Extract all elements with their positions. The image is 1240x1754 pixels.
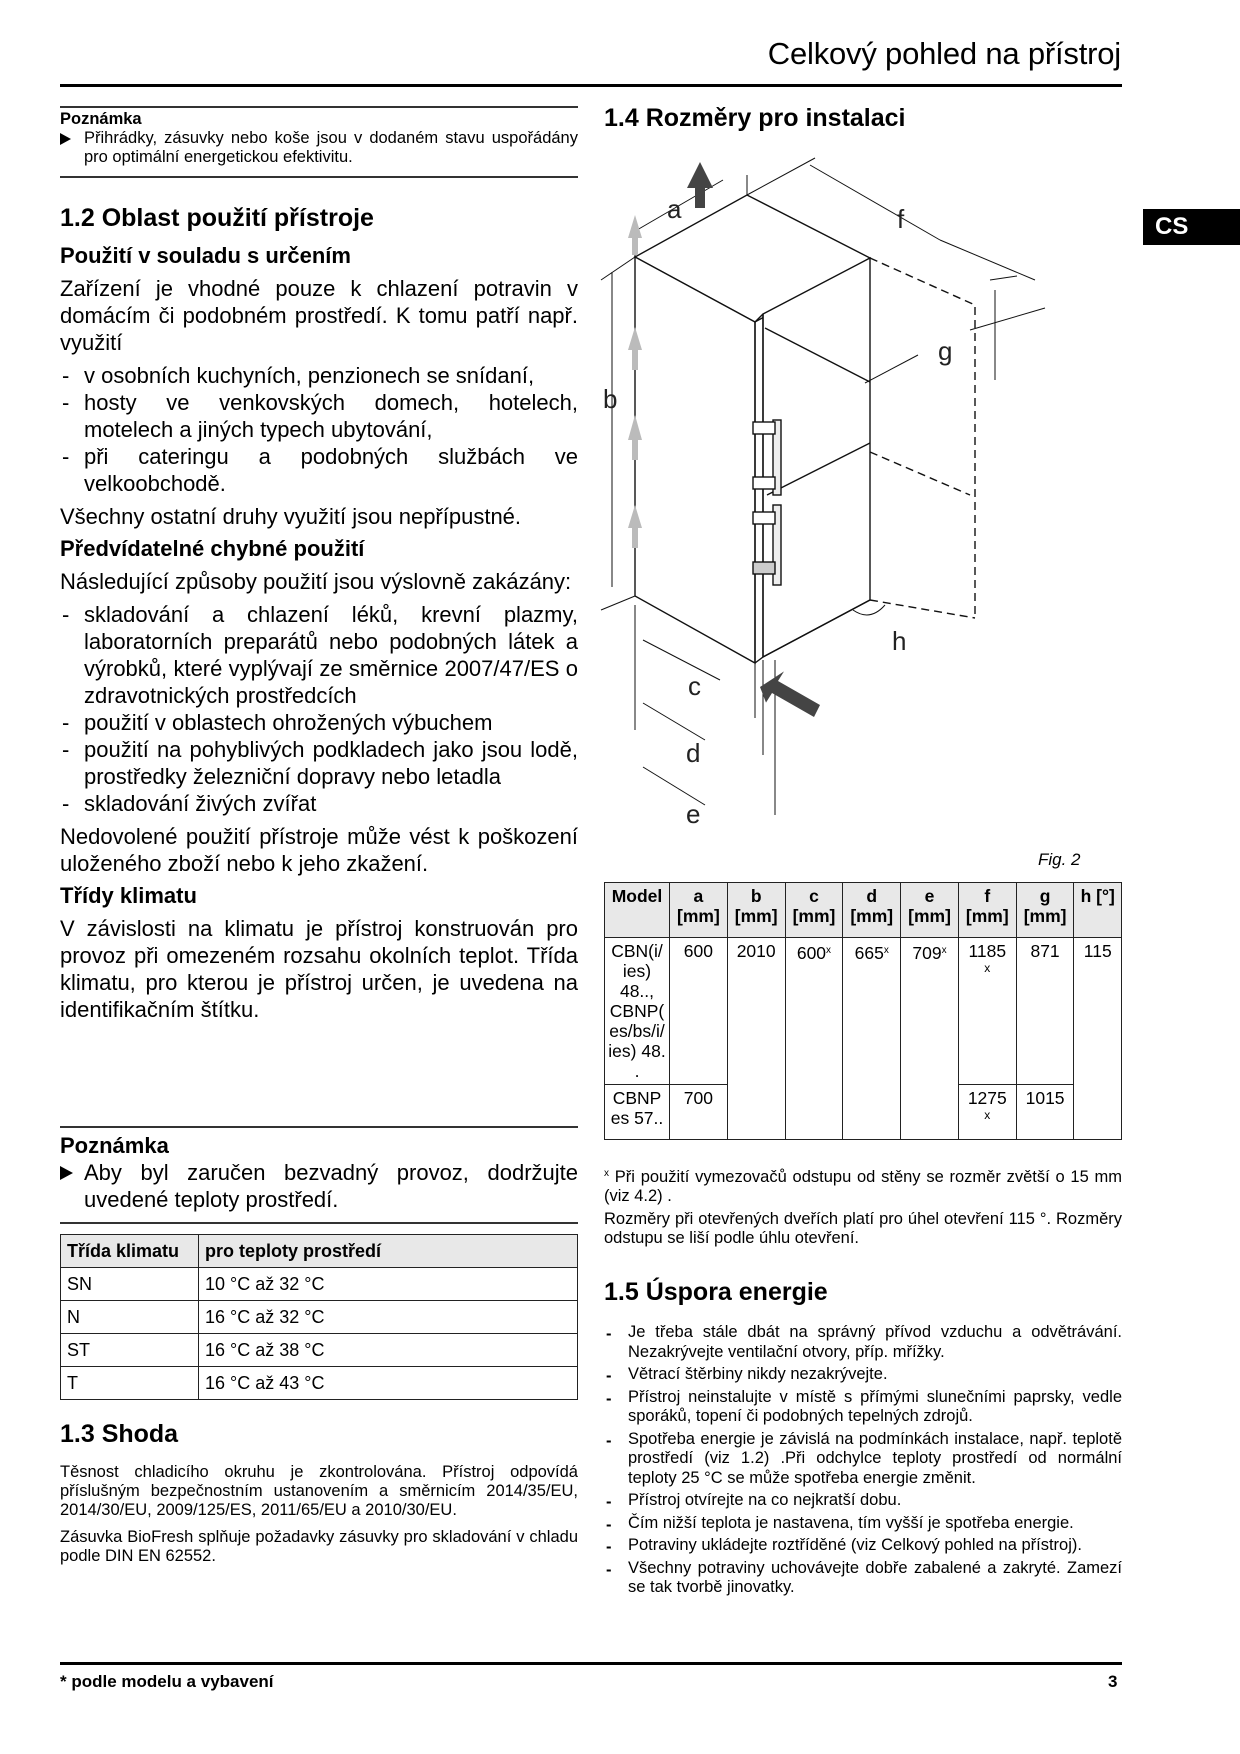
label-e: e <box>686 799 701 829</box>
header-label: e <box>924 886 935 906</box>
label-g: g <box>938 336 953 366</box>
header-unit: [mm] <box>677 906 720 926</box>
installation-dimensions-figure <box>595 150 1140 880</box>
footnote-mark: x <box>984 961 991 975</box>
note-title: Poznámka <box>60 110 142 128</box>
section-1-3 <box>60 1420 578 1566</box>
dim-value: 1275 <box>967 1088 1007 1108</box>
list-item: - Je třeba stále dbát na správný přívod vzduchu a odvětrávání. Nezakrývejte ventilační otvory, příp. mřížky. <box>604 1323 1122 1362</box>
note-climate-top-rule <box>60 1126 578 1128</box>
climate-class: SN <box>61 1268 199 1301</box>
dim-e <box>901 938 959 1140</box>
column-header <box>727 883 785 938</box>
section-heading: 1.3 Shoda <box>60 1420 179 1448</box>
paragraph: Zařízení je vhodné pouze k chlazení potravin v domácím či podobném prostředí. K tomu patří např. využití <box>60 276 578 355</box>
footnote-mark: x <box>941 945 947 956</box>
section-heading: 1.2 Oblast použití přístroje <box>60 204 374 232</box>
header-unit: [mm] <box>965 906 1009 926</box>
table-row <box>61 1367 578 1400</box>
list-item: - použití na pohyblivých podkladech jako jsou lodě, prostředky železniční dopravy nebo letadla <box>60 736 578 790</box>
climate-class: N <box>61 1301 199 1334</box>
column-header <box>1016 883 1074 938</box>
header-unit: [mm] <box>734 906 778 926</box>
dimension-line-g <box>970 308 1045 330</box>
paragraph: Těsnost chladicího okruhu je zkontrolována. Přístroj odpovídá příslušným bezpečnostním ustanovením a směrnicím 2014/35/EU, 2014/30/EU, 2009/125/ES, 2011/65/EU a 2010/30/EU. <box>60 1463 578 1519</box>
footnote-text: Při použití vymezovačů odstupu od stěny se rozměr zvětší o 15 mm (viz 4.2) . <box>604 1168 1122 1205</box>
dimensions-table-wrapper <box>604 882 1122 1140</box>
list-item: - Všechny potraviny uchovávejte dobře zabalené a zakryté. Zamezí se tak tvorbě jinovatky. <box>604 1559 1122 1598</box>
energy-tips-list <box>604 1323 1122 1598</box>
note-top-bottom-rule <box>60 176 578 178</box>
header-unit: [mm] <box>850 906 894 926</box>
footnote-mark: x <box>604 1168 609 1179</box>
airflow-arrow-icon <box>628 215 642 255</box>
label-c: c <box>688 671 701 701</box>
note-text-line <box>60 1159 578 1213</box>
footnote-mark: x <box>826 945 832 956</box>
subsection-heading: Předvídatelné chybné použití <box>60 536 365 561</box>
note-top-rule <box>60 106 578 108</box>
dimensions-table <box>604 882 1122 1140</box>
dim-c <box>785 938 843 1140</box>
note-top <box>60 110 578 167</box>
note-text-line <box>60 129 578 167</box>
dim-value: 600 <box>796 943 827 963</box>
header-label: h [°] <box>1080 886 1115 906</box>
fridge-side-face <box>635 257 755 663</box>
climate-class: ST <box>61 1334 199 1367</box>
subsection-heading: Třídy klimatu <box>60 883 197 908</box>
climate-table-wrapper <box>60 1234 578 1400</box>
list-item: - Potraviny ukládejte roztříděné (viz Celkový pohled na přístroj). <box>604 1536 1122 1556</box>
header-unit: [mm] <box>792 906 836 926</box>
subsection-heading: Použití v souladu s určením <box>60 243 351 268</box>
section-1-4 <box>604 104 1122 133</box>
label-a: a <box>667 194 682 224</box>
label-d: d <box>686 738 701 768</box>
list-item: - při cateringu a podobných službách ve velkoobchodě. <box>60 443 578 497</box>
header-label: a <box>693 886 704 906</box>
dimension-line-d <box>643 703 705 740</box>
label-f: f <box>897 204 905 234</box>
dim-f <box>958 938 1016 1085</box>
dim-value: 1185 <box>968 941 1007 961</box>
misuse-list <box>60 601 578 817</box>
dim-value: 709 <box>912 943 942 963</box>
label-h: h <box>892 626 907 656</box>
model-cell: CBN(i/ ies) 48.., CBNP( es/bs/i/ ies) 48. . <box>605 938 670 1085</box>
temperature-range: 10 °C až 32 °C <box>199 1268 578 1301</box>
dim-h: 115 <box>1074 938 1122 1140</box>
section-1-5 <box>604 1278 1122 1601</box>
list-item: - Větrací štěrbiny nikdy nezakrývejte. <box>604 1365 1122 1385</box>
column-header <box>670 883 728 938</box>
note-title: Poznámka <box>60 1133 169 1158</box>
dim-g: 1015 <box>1016 1085 1074 1140</box>
figure-caption: Fig. 2 <box>1038 850 1081 869</box>
table-row <box>605 938 1122 1085</box>
list-item: - Přístroj otvírejte na co nejkratší dobu. <box>604 1491 1122 1511</box>
footnote-mark: x <box>984 1108 991 1122</box>
note-text: Aby byl zaručen bezvadný provoz, dodržujte uvedené teploty prostředí. <box>84 1160 578 1212</box>
triangle-bullet-icon <box>60 1166 73 1180</box>
footer-rule <box>60 1662 1122 1665</box>
column-header <box>843 883 901 938</box>
column-header <box>901 883 959 938</box>
paragraph: Následující způsoby použití jsou výslovně zakázány: <box>60 569 572 594</box>
model-cell: CBNP es 57.. <box>605 1085 670 1140</box>
column-header <box>785 883 843 938</box>
column-header: Třída klimatu <box>61 1235 199 1268</box>
table-row <box>61 1334 578 1367</box>
dimension-line-f <box>810 165 940 240</box>
front-vent-arrow-icon <box>760 671 820 717</box>
temperature-range: 16 °C až 32 °C <box>199 1301 578 1334</box>
column-header <box>1074 883 1122 938</box>
header-rule <box>60 84 1122 87</box>
dim-b: 2010 <box>727 938 785 1140</box>
footer-note: * podle modelu a vybavení <box>60 1672 274 1691</box>
paragraph: Všechny ostatní druhy využití jsou nepřípustné. <box>60 504 522 529</box>
column-header <box>605 883 670 938</box>
temperature-range: 16 °C až 43 °C <box>199 1367 578 1400</box>
header-label: b <box>750 886 762 906</box>
note-text: Přihrádky, zásuvky nebo koše jsou v dodaném stavu uspořádány pro optimální energetickou efektivitu. <box>84 129 578 166</box>
dim-value: 665 <box>854 943 884 963</box>
header-unit: [mm] <box>908 906 951 926</box>
list-item: - skladování a chlazení léků, krevní plazmy, laboratorních preparátů nebo podobných látek a výrobků, které vyplývají ze směrnice 2007/47/ES o zdravotnických prostředcích <box>60 601 578 709</box>
list-item: - použití v oblastech ohrožených výbuchem <box>60 709 578 736</box>
dim-g: 871 <box>1016 938 1074 1085</box>
dim-f <box>958 1085 1016 1140</box>
header-label: c <box>809 886 819 906</box>
column-header <box>958 883 1016 938</box>
table-header-row <box>605 883 1122 938</box>
list-item: - skladování živých zvířat <box>60 790 578 817</box>
note-climate-bottom-rule <box>60 1222 578 1224</box>
paragraph: Nedovolené použití přístroje může vést k poškození uloženého zboží nebo k jeho zkažení. <box>60 824 578 876</box>
paragraph: Zásuvka BioFresh splňuje požadavky zásuvky pro skladování v chladu podle DIN EN 62552. <box>60 1528 578 1565</box>
table-row <box>61 1268 578 1301</box>
top-vent-arrow-icon <box>687 162 713 208</box>
climate-class: T <box>61 1367 199 1400</box>
page-number: 3 <box>1108 1672 1118 1691</box>
temperature-range: 16 °C až 38 °C <box>199 1334 578 1367</box>
dim-a: 700 <box>670 1085 728 1140</box>
language-tab: CS <box>1143 209 1240 245</box>
header-label: d <box>866 886 878 906</box>
label-b: b <box>603 384 618 414</box>
page-header-title: Celkový pohled na přístroj <box>767 36 1121 71</box>
table-header-row <box>61 1235 578 1268</box>
header-label: f <box>984 886 991 906</box>
list-item: - v osobních kuchyních, penzionech se snídaní, <box>60 362 578 389</box>
section-1-2 <box>60 204 578 1023</box>
section-heading: 1.4 Rozměry pro instalaci <box>604 104 906 132</box>
footnote-mark: x <box>883 945 889 956</box>
header-unit: [mm] <box>1023 906 1067 926</box>
section-heading: 1.5 Úspora energie <box>604 1278 828 1306</box>
table-row <box>61 1301 578 1334</box>
table-footnote <box>604 1164 1122 1206</box>
open-door-note: Rozměry při otevřených dveřích platí pro úhel otevření 115 °. Rozměry odstupu se liší podle úhlu otevření. <box>604 1210 1122 1247</box>
dim-a: 600 <box>670 938 728 1085</box>
triangle-bullet-icon <box>60 133 71 145</box>
climate-table <box>60 1234 578 1400</box>
intended-use-list <box>60 362 578 497</box>
note-climate <box>60 1133 578 1213</box>
dim-d <box>843 938 901 1140</box>
header-label: Model <box>611 886 663 906</box>
list-item: - Čím nižší teplota je nastavena, tím vyšší je spotřeba energie. <box>604 1514 1122 1534</box>
list-item: - Přístroj neinstalujte v místě s přímými slunečními paprsky, vedle sporáků, topení či podobných tepelných zdrojů. <box>604 1388 1122 1427</box>
list-item: - hosty ve venkovských domech, hotelech, motelech a jiných typech ubytování, <box>60 389 578 443</box>
column-header: pro teploty prostředí <box>199 1235 578 1268</box>
header-label: g <box>1039 886 1051 906</box>
list-item: - Spotřeba energie je závislá na podmínkách instalace, např. teplotě prostředí (viz 1.2) .Při odchylce teploty prostředí od normální teploty 25 °C se může spotřeba energie změnit. <box>604 1430 1122 1489</box>
paragraph: V závislosti na klimatu je přístroj konstruován pro provoz při omezeném rozsahu okolních teplot. Třída klimatu, pro kterou je přístroj určen, je uvedena na identifikačním štítku. <box>60 916 578 1022</box>
